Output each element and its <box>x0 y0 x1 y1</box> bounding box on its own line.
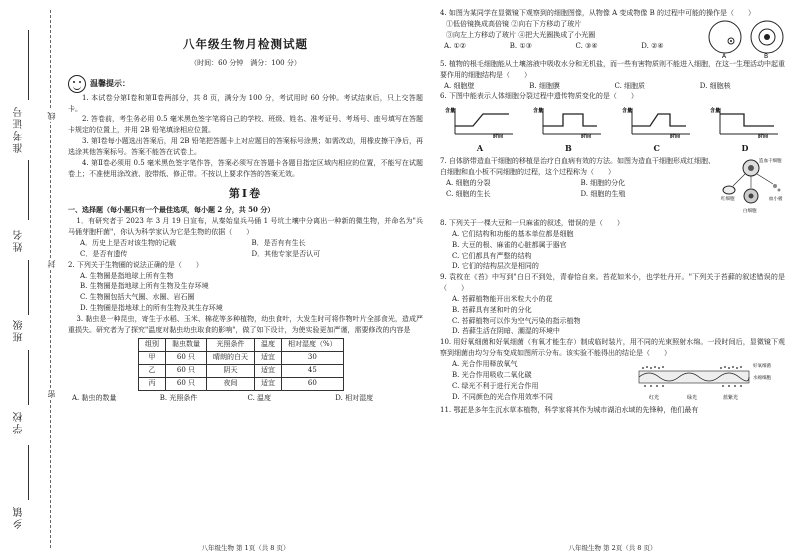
binding-margin <box>0 0 62 558</box>
table-cell: 60 只 <box>166 377 207 390</box>
part-title: 一、选择题（每小题只有一个最佳选项，每小题 2 分，共 50 分） <box>68 205 275 215</box>
option[interactable]: C. 苔藓植物可以作为空气污染的指示植物 <box>452 316 581 325</box>
option[interactable]: C. ③④ <box>575 41 598 50</box>
option[interactable]: C. 细胞质 <box>614 81 646 90</box>
option[interactable]: A. 它们结构和功能的基本单位都是细胞 <box>452 229 574 238</box>
graph-d <box>705 104 785 154</box>
exam-subtitle: （时间：60 分钟 满分：100 分） <box>190 58 301 67</box>
label-spirogyra: 水绵细胞 <box>753 375 771 381</box>
table-cell: 60 只 <box>166 364 207 377</box>
question-6-graphs <box>440 104 785 154</box>
fig-label-a: A <box>722 52 727 59</box>
table-row <box>139 351 344 364</box>
question-1-options <box>68 238 423 260</box>
option[interactable]: B. 大豆的根、麻雀的心脏都属于器官 <box>452 240 567 249</box>
question-7-options <box>440 178 715 200</box>
question-9: 9. 袁枚在《苔》中写到"白日不到处，青春恰自来。苔花如米小，也学牡丹开。"下列关于苔藓的叙述错误的是（ ） <box>440 273 785 293</box>
tips-header <box>68 75 423 93</box>
option[interactable]: D. 细胞核 <box>699 81 731 90</box>
question-3: 3. 黏虫是一种昆虫，寄生于水稻、玉米、棉花等多种植物，幼虫食叶，大发生时可将作物叶片全部食光，造成严重损失。研究者为了探究"温度对黏虫幼虫取食的影响"，做了如下设计，为使实验更加严谨，需要修改的内容是 <box>68 314 423 334</box>
red-cell <box>723 186 735 194</box>
y-axis-label: 含量 <box>621 108 632 115</box>
table-cell: 乙 <box>139 364 166 377</box>
question-3-options <box>68 393 423 404</box>
x-axis-label: 时间 <box>669 134 680 139</box>
option[interactable]: B. 光合作用吸收二氧化碳 <box>452 370 532 379</box>
spirogyra-figure <box>635 359 785 405</box>
option[interactable]: D. 它们的结构层次是相同的 <box>452 262 539 271</box>
question-11: 11. 鄂茈是多年生沉水草本植物，科学家将其作为城市湖泊水域的先锋种，他们最有 <box>440 405 699 414</box>
table-header-cell: 黏虫数量 <box>166 338 207 351</box>
table-header-cell: 组别 <box>139 338 166 351</box>
option[interactable]: C. 生物圈包括大气圈、水圈、岩石圈 <box>80 293 195 302</box>
option[interactable]: D. 相对湿度 <box>335 393 374 402</box>
question-7-block <box>440 156 785 218</box>
y-axis-label: 含量 <box>533 108 544 115</box>
table-cell: 30 <box>282 351 344 364</box>
question-10-options <box>440 359 635 405</box>
fig-label-b: B <box>764 52 769 59</box>
label-red-cell: 红细胞 <box>721 197 735 202</box>
stem-cell-nucleus <box>748 165 754 171</box>
option[interactable]: C. 温度 <box>247 393 272 402</box>
option[interactable]: B. 苔藓具有茎和叶的分化 <box>452 305 532 314</box>
question-8: 8. 下列关于一棵大豆和一只麻雀的叙述，错误的是（ ） <box>440 219 624 227</box>
label-red-light: 红光 <box>649 394 660 401</box>
seal-word-secret: 密 <box>46 388 58 400</box>
table-cell: 适宜 <box>255 351 282 364</box>
option[interactable]: B. 生物圈是指地球上所有生物及生存环境 <box>80 282 209 291</box>
table-row <box>139 364 344 377</box>
table-cell: 适宜 <box>255 364 282 377</box>
exam-number-underline <box>28 30 29 100</box>
option[interactable]: A. 细胞的分裂 <box>446 178 491 187</box>
table-header-cell: 相对湿度（%） <box>282 338 344 351</box>
binding-dashed-line <box>50 10 51 548</box>
question-1: 1．有研究者于 2023 年 3 月 19 日宣布，从秦始皇兵马俑 1 号坑土壤中分离出一种新的微生物，并命名为"兵马俑芽胞杆菌"，你认为科学家认为它是生物的依据（ ） <box>68 217 423 237</box>
option[interactable]: A. 细胞壁 <box>444 81 475 90</box>
name-underline <box>28 160 29 220</box>
curve-c <box>632 114 686 126</box>
platelet <box>778 189 781 192</box>
question-4-steps <box>440 19 707 41</box>
graph-b <box>528 104 608 154</box>
question-4: 4. 如图为某同学在显微镜下观察到的细胞图像，从物像 A 变成物像 B 的过程中可能的操作是（ ） <box>440 9 756 17</box>
step: ②向右下方移动了玻片 <box>511 19 582 28</box>
step: ①低倍镜换成高倍镜 <box>446 19 509 28</box>
seal-word-line: 线 <box>46 110 58 122</box>
town-label: 乡镇 <box>14 505 25 529</box>
label-stem-cell: 造血干细胞 <box>759 159 782 164</box>
question-10: 10. 用好氧细菌和好氧细菌（有氧才能生存）制成临时装片，用不同的光束照射水绵。一段时间后，显微镜下观察到细菌由均匀分布变成如图所示分布。该实验不能得出的结论是（ ） <box>440 338 785 358</box>
question-4-text <box>440 19 707 59</box>
name-label: 姓名 <box>14 228 25 252</box>
option[interactable]: C. 绿光不利于进行光合作用 <box>452 381 539 390</box>
question-6: 6. 下图中能表示人体细胞分裂过程中遗传物质变化的是（ ） <box>440 92 638 101</box>
option[interactable]: D. 生物圈是指地球上的所有生物及其生存环境 <box>80 304 223 313</box>
option[interactable]: B. 细胞的分化 <box>580 178 626 187</box>
arrow <box>757 174 773 184</box>
option[interactable]: D. 苔藓生活在阴暗、潮湿的环境中 <box>452 327 560 336</box>
graph-c-plot <box>622 104 692 138</box>
question-5-options <box>440 81 785 92</box>
tip-4: 4. 第Ⅱ卷必须用 0.5 毫米黑色签字笔作答，答案必须写在答题卡各题目指定区域内相应的位置，不能写在试题卷上；不准使用涂改液、胶带纸、修正带。不按以上要求作答的答案无效。 <box>68 158 423 178</box>
table-cell: 60 <box>282 377 344 390</box>
page-footer-right: 八年级生物 第 2页（共 8 页） <box>568 543 657 552</box>
graph-a-plot <box>445 104 515 138</box>
y-axis-label: 含量 <box>445 108 456 115</box>
option[interactable]: A. 生物圈是指地球上所有生物 <box>80 271 174 280</box>
option[interactable]: C．是否有遗传 <box>80 249 128 258</box>
graph-label: A <box>476 142 484 153</box>
x-axis-label: 时间 <box>581 134 592 139</box>
option[interactable]: C. 细胞的生长 <box>446 189 491 198</box>
table-header-cell: 光照条件 <box>207 338 255 351</box>
table-cell: 夜间 <box>207 377 255 390</box>
table-cell: 45 <box>282 364 344 377</box>
curve-d <box>720 114 774 126</box>
graph-d-plot <box>710 104 780 138</box>
table-cell: 阴天 <box>207 364 255 377</box>
class-label: 班级 <box>14 318 25 342</box>
option[interactable]: D. ②④ <box>641 41 664 50</box>
school-label: 学校 <box>14 410 25 434</box>
smiley-icon <box>68 75 86 93</box>
graph-c <box>617 104 697 154</box>
left-page <box>68 8 423 553</box>
step: ③向左上方移动了玻片 <box>446 30 516 39</box>
label-platelet: 血小板 <box>769 197 783 202</box>
option[interactable]: B．是否有有生长 <box>251 238 306 247</box>
table-cell: 适宜 <box>255 377 282 390</box>
town-underline <box>28 445 29 500</box>
tip-1: 1. 本试卷分第Ⅰ卷和第Ⅱ卷两部分，共 8 页，满分为 100 分，考试用时 60 分钟。考试结束后，只上交答题卡。 <box>68 93 423 113</box>
class-underline <box>28 260 29 315</box>
question-2: 2. 下列关于生物圈的说法正确的是（ ） <box>68 260 203 269</box>
table-cell: 晴朗的白天 <box>207 351 255 364</box>
question-5: 5. 植物的根毛细胞能从土壤溶液中吸收水分和无机盐，而一些有害物质则不能进入细胞，在这一生理活动中起重要作用的细胞结构是（ ） <box>440 59 785 79</box>
table-header-cell: 温度 <box>255 338 282 351</box>
table-cell: 60 只 <box>166 351 207 364</box>
cell-a-nucleus <box>730 40 732 42</box>
question-10-block <box>440 359 785 405</box>
table-cell: 丙 <box>139 377 166 390</box>
table-row <box>139 377 344 390</box>
label-aerobic-bacteria: 好氧细菌 <box>753 363 771 369</box>
table-cell: 甲 <box>139 351 166 364</box>
option[interactable]: C. 它们都具有严整的结构 <box>452 251 532 260</box>
option[interactable]: A. 光合作用释放氧气 <box>452 359 518 368</box>
option[interactable]: D. 细胞的生殖 <box>580 189 626 198</box>
cell-b-nucleus <box>764 34 770 40</box>
table-row <box>139 338 344 351</box>
curve-a <box>455 114 509 126</box>
experiment-table <box>138 338 344 391</box>
graph-b-plot <box>533 104 603 138</box>
option[interactable]: B. ①③ <box>509 41 532 50</box>
curve-b <box>543 114 597 126</box>
option[interactable]: A．历史上是否对该生物的记载 <box>80 238 177 247</box>
white-cell-nucleus <box>749 194 754 199</box>
school-underline <box>28 350 29 405</box>
step: ④把大光圈换成了小光圈 <box>518 30 596 39</box>
page-footer-left: 八年级生物 第 1页（共 8 页） <box>201 543 290 552</box>
x-axis-label: 时间 <box>493 134 504 139</box>
graph-label: B <box>564 142 572 153</box>
option[interactable]: D. 不同颜色的光合作用效率不同 <box>452 392 553 401</box>
option[interactable]: B. 细胞膜 <box>529 81 560 90</box>
label-green-light: 绿光 <box>687 394 698 401</box>
platelet <box>773 184 777 188</box>
view-a-circle <box>709 21 741 53</box>
tip-3: 3. 第Ⅰ卷每小题选出答案后，用 2B 铅笔把答题卡上对应题目的答案标号涂黑；如需改动，用橡皮擦干净后，再选涂其他答案标号。答案不能答在试卷上。 <box>68 137 423 156</box>
stem-cell-figure <box>715 156 785 218</box>
question-7-text <box>440 156 715 218</box>
graph-label: C <box>653 142 660 153</box>
exam-title: 八年级生物月检测试题 <box>183 37 308 51</box>
section-title: 第Ⅰ卷 <box>228 187 263 201</box>
spirogyra-cell <box>639 371 749 383</box>
exam-number-label: 准考证号 <box>14 105 25 153</box>
question-4-options <box>440 41 707 52</box>
label-violet-light: 蓝紫光 <box>723 394 739 401</box>
question-7: 7. 自体脐带造血干细胞的移植是治疗白血病有效的方法。如图为造血干细胞形成红细胞、白细胞和血小板不同细胞的过程，这个过程称为（ ） <box>440 157 715 176</box>
option[interactable]: A. 苔藓植物能开出米粒大小的花 <box>452 294 553 303</box>
tips-title: 温馨提示： <box>90 78 130 89</box>
microscope-view-figure <box>707 19 785 59</box>
right-page <box>440 8 785 553</box>
y-axis-label: 含量 <box>709 108 720 115</box>
tip-2: 2. 答卷前，考生务必用 0.5 毫米黑色签字笔将自己的学校、班级、姓名、准考证号、考场号、座号填写在答题卡规定的位置上，并用 2B 铅笔填涂相应位置。 <box>68 115 423 135</box>
seal-word-seal: 封 <box>46 258 58 270</box>
option[interactable]: B. 光照条件 <box>159 393 198 402</box>
question-4-block <box>440 19 785 59</box>
x-axis-label: 时间 <box>757 134 768 139</box>
option[interactable]: A. ①② <box>444 41 467 50</box>
graph-a <box>440 104 520 154</box>
graph-label: D <box>741 142 749 153</box>
option[interactable]: A. 黏虫的数量 <box>72 393 117 402</box>
arrow <box>733 174 745 186</box>
label-white-cell: 白细胞 <box>743 209 757 214</box>
option[interactable]: D．其他专家是否认可 <box>251 249 321 258</box>
